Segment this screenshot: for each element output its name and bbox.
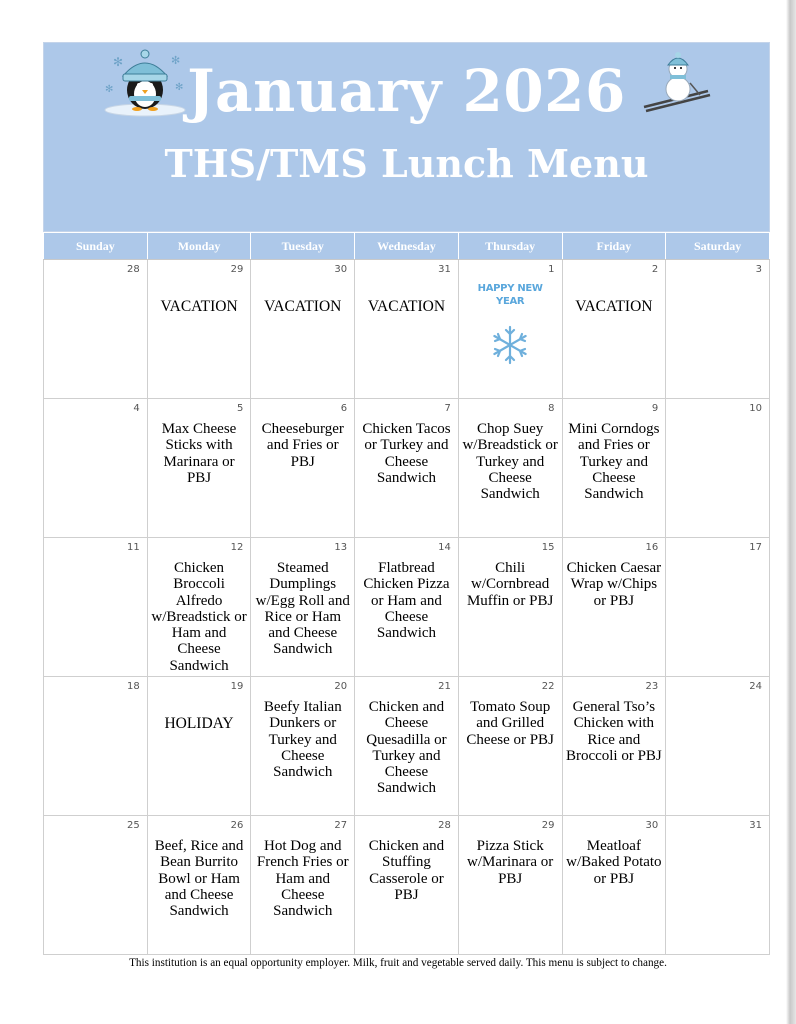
day-number: 26 [230,820,244,831]
menu-item: Tomato Soup and Grilled Cheese or PBJ [466,699,554,748]
week-row [44,816,770,955]
day-cell [251,399,355,538]
day-cell [562,399,666,538]
day-number: 23 [645,681,659,692]
week-row [44,399,770,538]
day-number: 4 [133,403,140,414]
day-cell [458,816,562,955]
day-number: 29 [541,820,555,831]
day-cell [355,677,459,816]
menu-item: General Tso’s Chicken with Rice and Broccoli or PBJ [565,699,662,764]
day-number: 30 [334,264,348,275]
day-cell [666,816,770,955]
day-cell [44,399,148,538]
day-number: 16 [645,542,659,553]
day-cell [458,399,562,538]
day-number: 30 [645,820,659,831]
day-cell [44,538,148,677]
header-banner [43,42,770,232]
week-row [44,538,770,677]
day-number: 18 [126,681,140,692]
day-cell [666,260,770,399]
snowflake-icon [489,324,531,366]
day-number: 8 [548,403,555,414]
day-number: 12 [230,542,244,553]
day-cell [147,677,251,816]
day-number: 2 [651,264,659,275]
weekday-header: Sunday [44,233,148,260]
day-cell [44,260,148,399]
day-number: 27 [334,820,348,831]
day-cell [562,816,666,955]
menu-item: Chicken and Cheese Quesadilla or Turkey and Cheese Sandwich [366,699,447,797]
menu-item: Chicken Broccoli Alfredo w/Breadstick or Ham and Cheese Sandwich [151,560,247,674]
day-cell [355,260,459,399]
weekday-header: Wednesday [355,233,459,260]
menu-item: Chicken and Stuffing Casserole or PBJ [368,838,445,903]
day-cell [251,677,355,816]
day-number: 15 [541,542,555,553]
menu-item: Cheeseburger and Fries or PBJ [261,421,344,470]
week-row [44,677,770,816]
day-cell [147,816,251,955]
day-cell [251,260,355,399]
svg-text:✻: ✻ [175,82,184,93]
day-number: 7 [444,403,451,414]
day-cell [562,677,666,816]
day-number: 29 [230,264,244,275]
day-cell [562,538,666,677]
day-cell [355,399,459,538]
day-cell [44,816,148,955]
day-cell [147,399,251,538]
day-cell [666,538,770,677]
menu-item: Chicken Caesar Wrap w/Chips or PBJ [566,560,662,609]
day-number: 14 [438,542,451,553]
day-cell [458,538,562,677]
day-cell [44,677,148,816]
menu-item: VACATION [575,298,653,315]
menu-item: VACATION [160,298,238,315]
svg-text:✻: ✻ [113,55,124,69]
snowman-skiing-icon [642,51,712,113]
svg-text:✻: ✻ [105,84,114,95]
menu-item: Beefy Italian Dunkers or Turkey and Cheese Sandwich [263,699,342,781]
svg-text:✻: ✻ [171,54,181,67]
weekday-header: Tuesday [251,233,355,260]
menu-item: Pizza Stick w/Marinara or PBJ [467,838,554,887]
menu-item: Hot Dog and French Fries or Ham and Cheese Sandwich [256,838,349,920]
footer-disclaimer: This institution is an equal opportunity employer. Milk, fruit and vegetable served daily. This menu is subject to change. [129,957,667,969]
day-cell [251,816,355,955]
day-cell [458,260,562,399]
menu-item: Meatloaf w/Baked Potato or PBJ [566,838,662,887]
day-number: 28 [438,820,451,831]
day-number: 10 [749,403,762,414]
day-number: 22 [541,681,555,692]
day-cell [355,538,459,677]
menu-item: Max Cheese Sticks with Marinara or PBJ [161,421,237,486]
day-number: 28 [126,264,140,275]
weekday-header: Saturday [666,233,770,260]
day-number: 3 [755,264,762,275]
menu-item: Mini Corndogs and Fries or Turkey and Cheese Sandwich [568,421,660,503]
day-cell [562,260,666,399]
week-row [44,260,770,399]
weekday-header-row [44,233,770,260]
day-cell [355,816,459,955]
page-subtitle: THS/TMS Lunch Menu [164,141,649,186]
menu-item: Beef, Rice and Bean Burrito Bowl or Ham and Cheese Sandwich [154,838,244,920]
day-cell [666,677,770,816]
happy-new-year-badge: HAPPY NEW YEAR [477,283,543,307]
weekday-header: Friday [562,233,666,260]
page-edge-shadow [786,0,796,1024]
day-number: 5 [237,403,244,414]
day-number: 20 [334,681,348,692]
page-title: January 2026 [187,57,626,125]
day-cell [147,538,251,677]
menu-item: Chop Suey w/Breadstick or Turkey and Cheese Sandwich [462,421,558,503]
menu-item: Flatbread Chicken Pizza or Ham and Cheese Sandwich [363,560,450,642]
day-cell [666,399,770,538]
menu-item: Chili w/Cornbread Muffin or PBJ [466,560,554,609]
day-cell [147,260,251,399]
day-number: 24 [749,681,762,692]
day-cell [251,538,355,677]
weekday-header: Thursday [458,233,562,260]
menu-item: Steamed Dumplings w/Egg Roll and Rice or Ham and Cheese Sandwich [255,560,350,658]
menu-item: HOLIDAY [164,715,234,732]
menu-item: VACATION [367,298,446,315]
day-number: 9 [651,403,659,414]
day-cell [458,677,562,816]
day-number: 13 [334,542,348,553]
day-number: 31 [749,820,762,831]
day-number: 19 [230,681,244,692]
day-number: 11 [126,542,140,553]
day-number: 31 [438,264,451,275]
menu-item: VACATION [264,298,342,315]
day-number: 25 [126,820,140,831]
menu-item: Chicken Tacos or Turkey and Cheese Sandwich [362,421,451,486]
day-number: 6 [340,403,348,414]
day-number: 1 [548,264,555,275]
weekday-header: Monday [147,233,251,260]
day-number: 21 [438,681,451,692]
calendar-grid [43,232,770,955]
day-number: 17 [749,542,762,553]
